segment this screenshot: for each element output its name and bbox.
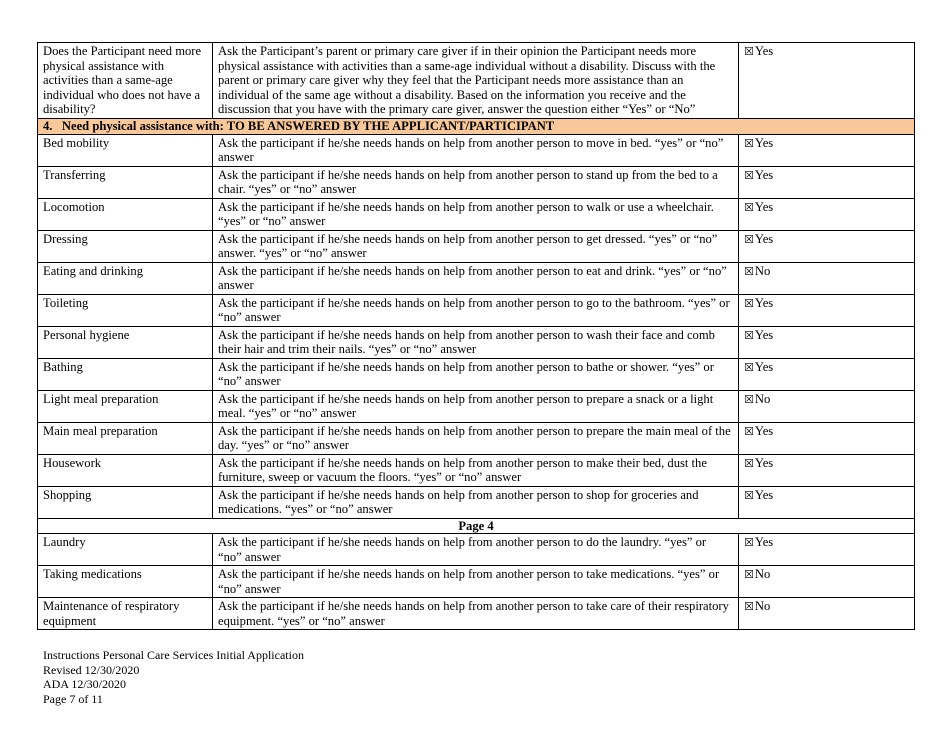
- activity-label: Maintenance of respiratory equipment: [38, 598, 213, 630]
- answer-cell: [739, 166, 915, 198]
- table-row: [38, 486, 915, 518]
- table-row: [38, 390, 915, 422]
- table-row: [38, 598, 915, 630]
- section-4-title-cell: [38, 119, 915, 135]
- activity-instruction: Ask the participant if he/she needs hands on help from another person to prepare the main meal of the day. “yes” or “no” answer: [213, 422, 739, 454]
- intro-row: [38, 43, 915, 119]
- table-row: [38, 326, 915, 358]
- intro-answer-cell: [739, 43, 915, 119]
- table-row: [38, 454, 915, 486]
- activity-instruction: Ask the participant if he/she needs hands on help from another person to do the laundry. “yes” or “no” answer: [213, 534, 739, 566]
- answer-cell: [739, 198, 915, 230]
- answer-cell: [739, 294, 915, 326]
- answer-value: Yes: [754, 231, 774, 246]
- checked-box-icon[interactable]: ☒: [744, 168, 754, 182]
- answer-value: No: [754, 599, 771, 613]
- table-row: [38, 198, 915, 230]
- activity-label: Dressing: [38, 230, 213, 262]
- activity-label: Personal hygiene: [38, 326, 213, 358]
- answer-value: No: [754, 391, 771, 406]
- activity-instruction: Ask the participant if he/she needs hands on help from another person to wash their face and comb their hair and trim their nails. “yes” or “no” answer: [213, 326, 739, 358]
- checked-box-icon[interactable]: ☒: [744, 488, 754, 502]
- answer-value: Yes: [754, 295, 774, 310]
- answer-value: Yes: [754, 167, 774, 182]
- activity-instruction: Ask the participant if he/she needs hands on help from another person to prepare a snack or a light meal. “yes” or “no” answer: [213, 390, 739, 422]
- activity-instruction: Ask the participant if he/she needs hands on help from another person to eat and drink. “yes” or “no” answer: [213, 262, 739, 294]
- checked-box-icon[interactable]: ☒: [744, 232, 754, 246]
- activity-label: Housework: [38, 454, 213, 486]
- activity-label: Shopping: [38, 486, 213, 518]
- footer-ada: ADA 12/30/2020: [43, 677, 127, 691]
- activity-label: Laundry: [38, 534, 213, 566]
- answer-value: Yes: [754, 135, 774, 150]
- activity-instruction: Ask the participant if he/she needs hands on help from another person to walk or use a wheelchair. “yes” or “no” answer: [213, 198, 739, 230]
- activity-instruction: Ask the participant if he/she needs hands on help from another person to make their bed, dust the furniture, sweep or vacuum the floors. “yes” or “no” answer: [213, 454, 739, 486]
- activity-instruction: Ask the participant if he/she needs hands on help from another person to take care of their respiratory equipment. “yes” or “no” answer: [213, 598, 739, 630]
- page-break-label: Page 4: [38, 518, 915, 534]
- checked-box-icon[interactable]: ☒: [744, 200, 754, 214]
- checked-box-icon[interactable]: ☒: [744, 328, 754, 342]
- assessment-table-body: [38, 43, 915, 630]
- footer-page-number: Page 7 of 11: [43, 691, 103, 706]
- answer-cell: [739, 534, 915, 566]
- activity-label: Bathing: [38, 358, 213, 390]
- answer-value: Yes: [754, 44, 774, 58]
- activity-label: Transferring: [38, 166, 213, 198]
- assessment-table: [37, 42, 915, 630]
- answer-cell: [739, 390, 915, 422]
- activity-instruction: Ask the participant if he/she needs hands on help from another person to get dressed. “yes” or “no” answer. “yes” or “no” answer: [213, 230, 739, 262]
- answer-cell: [739, 422, 915, 454]
- activity-label: Taking medications: [38, 566, 213, 598]
- answer-value: Yes: [754, 535, 774, 549]
- intro-question: Does the Participant need more physical assistance with activities than a same-age individual who does not have a disability?: [38, 43, 213, 119]
- table-row: [38, 422, 915, 454]
- checked-box-icon[interactable]: ☒: [744, 568, 754, 581]
- activity-instruction: Ask the participant if he/she needs hands on help from another person to move in bed. “yes” or “no” answer: [213, 134, 739, 166]
- answer-value: No: [754, 263, 771, 278]
- activity-label: Eating and drinking: [38, 262, 213, 294]
- checked-box-icon[interactable]: ☒: [744, 456, 754, 470]
- checked-box-icon[interactable]: ☒: [744, 264, 754, 278]
- activity-label: Bed mobility: [38, 134, 213, 166]
- answer-value: No: [754, 567, 771, 581]
- activity-instruction: Ask the participant if he/she needs hands on help from another person to take medications. “yes” or “no” answer: [213, 566, 739, 598]
- table-row: [38, 262, 915, 294]
- checked-box-icon[interactable]: ☒: [744, 392, 754, 406]
- table-row: [38, 294, 915, 326]
- activity-instruction: Ask the participant if he/she needs hands on help from another person to stand up from the bed to a chair. “yes” or “no” answer: [213, 166, 739, 198]
- page-break-row: [38, 518, 915, 534]
- footer-revised: Revised 12/30/2020: [43, 662, 140, 677]
- activity-label: Toileting: [38, 294, 213, 326]
- answer-value: Yes: [754, 423, 774, 438]
- table-row: [38, 534, 915, 566]
- answer-cell: [739, 566, 915, 598]
- answer-cell: [739, 262, 915, 294]
- table-row: [38, 230, 915, 262]
- answer-cell: [739, 454, 915, 486]
- answer-cell: [739, 134, 915, 166]
- activity-label: Locomotion: [38, 198, 213, 230]
- answer-value: Yes: [754, 199, 774, 214]
- answer-cell: [739, 358, 915, 390]
- answer-cell: [739, 598, 915, 630]
- activity-label: Light meal preparation: [38, 390, 213, 422]
- section-title: Need physical assistance with: TO BE ANSWERED BY THE APPLICANT/PARTICIPANT: [61, 119, 555, 133]
- checked-box-icon[interactable]: ☒: [744, 536, 754, 549]
- table-row: [38, 358, 915, 390]
- answer-cell: [739, 230, 915, 262]
- answer-cell: [739, 326, 915, 358]
- page-footer: [43, 648, 304, 706]
- checked-box-icon[interactable]: ☒: [744, 45, 754, 58]
- activity-instruction: Ask the participant if he/she needs hands on help from another person to go to the bathroom. “yes” or “no” answer: [213, 294, 739, 326]
- checked-box-icon[interactable]: ☒: [744, 136, 754, 150]
- table-row: [38, 134, 915, 166]
- checked-box-icon[interactable]: ☒: [744, 600, 754, 613]
- section-number: 4.: [43, 119, 53, 133]
- answer-value: Yes: [754, 487, 774, 502]
- checked-box-icon[interactable]: ☒: [744, 424, 754, 438]
- answer-value: Yes: [754, 455, 774, 470]
- answer-cell: [739, 486, 915, 518]
- answer-value: Yes: [754, 359, 774, 374]
- activity-instruction: Ask the participant if he/she needs hands on help from another person to bathe or shower. “yes” or “no” answer: [213, 358, 739, 390]
- checked-box-icon[interactable]: ☒: [744, 360, 754, 374]
- activity-instruction: Ask the participant if he/she needs hands on help from another person to shop for groceries and medications. “yes” or “no” answer: [213, 486, 739, 518]
- intro-instruction: Ask the Participant’s parent or primary care giver if in their opinion the Participant needs more physical assistance with activities than a same-age individual without a disability. Discuss with the parent or primary care giver why they feel that the Participant needs more assistance than an individual of the same age without a disability. Based on the information you receive and the discussion that you have with the primary care giver, answer the question either “Yes” or “No”: [213, 43, 739, 119]
- table-row: [38, 566, 915, 598]
- section-4-header: [38, 119, 915, 135]
- activity-label: Main meal preparation: [38, 422, 213, 454]
- table-row: [38, 166, 915, 198]
- answer-value: Yes: [754, 327, 774, 342]
- checked-box-icon[interactable]: ☒: [744, 296, 754, 310]
- footer-doc-title: Instructions Personal Care Services Initial Application: [43, 648, 304, 662]
